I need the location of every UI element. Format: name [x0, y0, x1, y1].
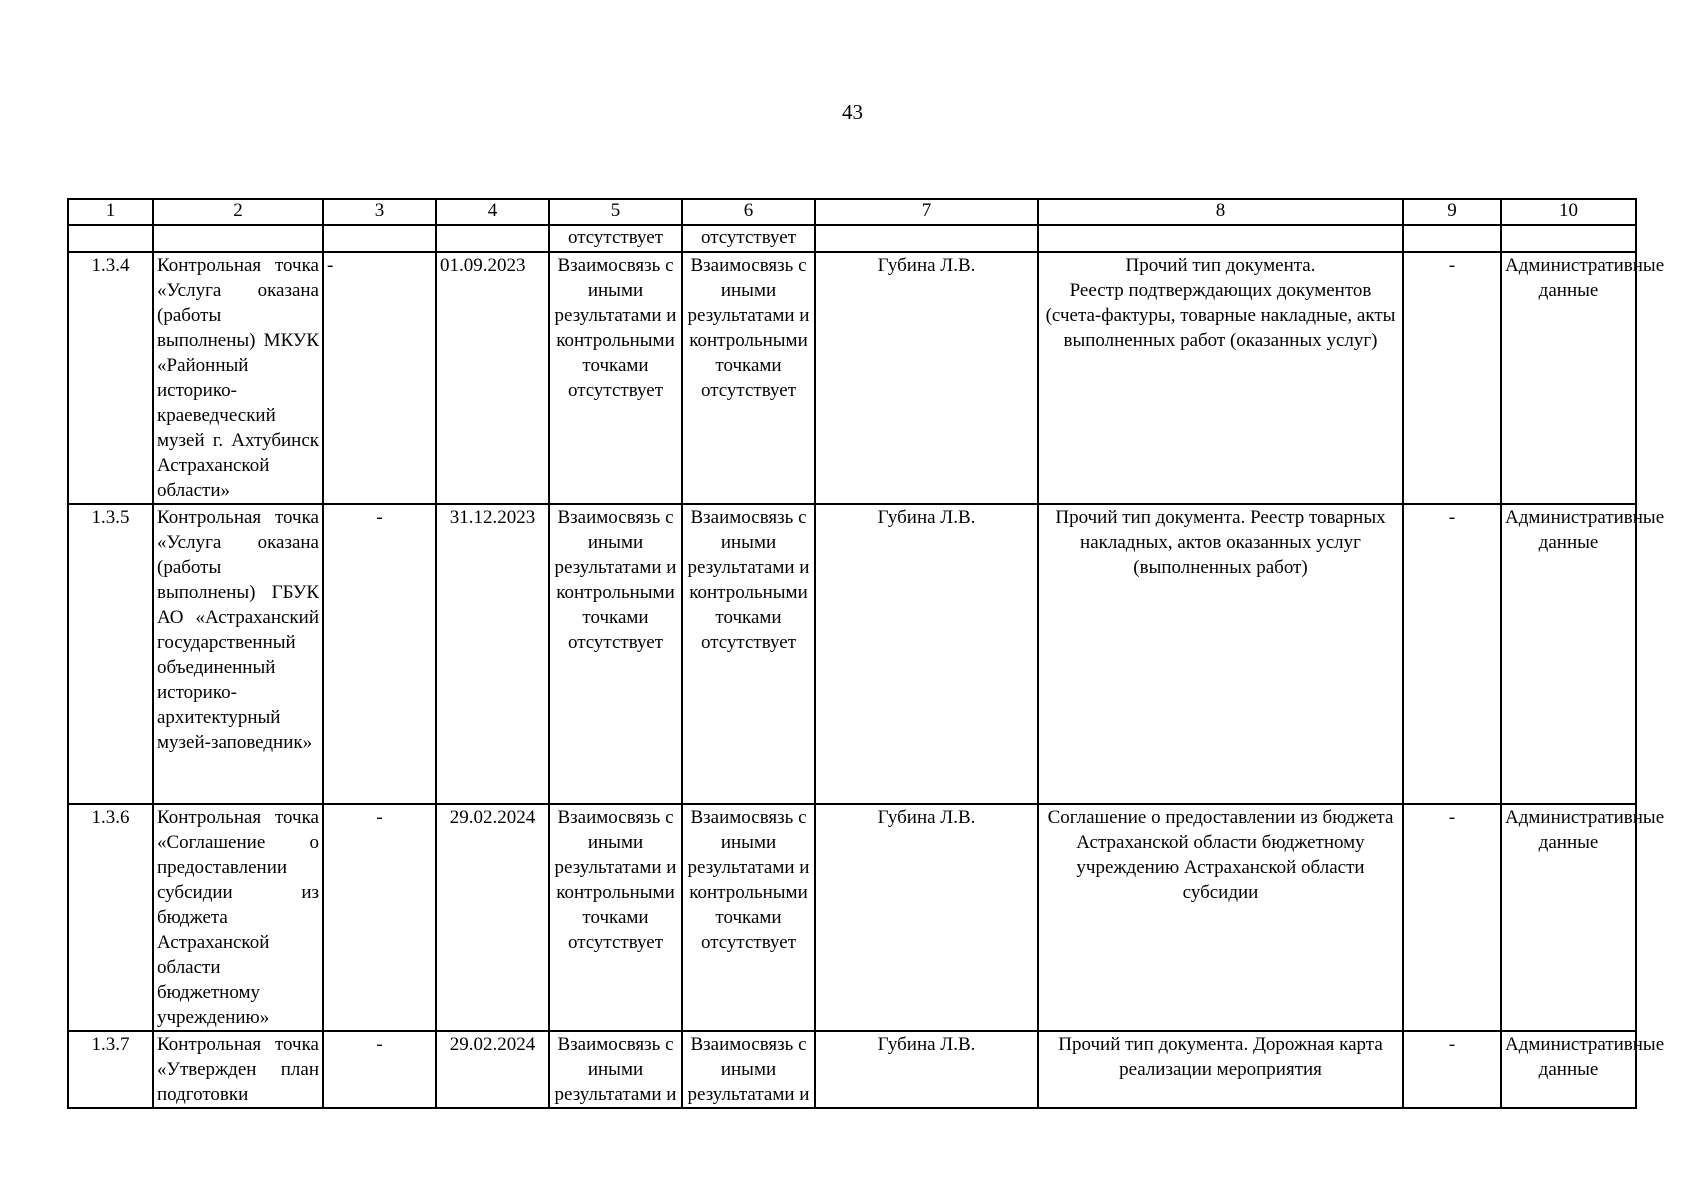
relation-cell: Взаимосвязь с иными результатами и контрольными точками отсутствует [682, 804, 815, 1031]
column-header: 5 [549, 199, 682, 225]
control-point-name: Контрольная точка «Услуга оказана (работы выполнены) МКУК «Районный историко-краеведческий музей г. Ахтубинск Астраханской области» [153, 252, 323, 504]
source-cell: Административные данные [1501, 1031, 1636, 1108]
column-header: 8 [1038, 199, 1403, 225]
table-cell [1501, 225, 1636, 252]
table-row [68, 252, 1636, 504]
table-cell [1038, 225, 1403, 252]
table-cell [815, 225, 1038, 252]
page-number: 43 [842, 100, 863, 124]
table-cell: отсутствует [549, 225, 682, 252]
column-header: 10 [1501, 199, 1636, 225]
table-cell: - [323, 1031, 436, 1108]
table-cell [153, 225, 323, 252]
table-cell: - [1403, 252, 1501, 504]
source-cell: Административные данные [1501, 252, 1636, 504]
document-cell: Соглашение о предоставлении из бюджета Астраханской области бюджетному учреждению Астраханской области субсидии [1038, 804, 1403, 1031]
row-number: 1.3.6 [68, 804, 153, 1031]
column-header: 2 [153, 199, 323, 225]
row-number: 1.3.4 [68, 252, 153, 504]
table-cell [436, 225, 549, 252]
responsible-cell: Губина Л.В. [815, 804, 1038, 1031]
source-cell: Административные данные [1501, 804, 1636, 1031]
column-header: 6 [682, 199, 815, 225]
control-point-name: Контрольная точка «Утвержден план подготовки [153, 1031, 323, 1108]
control-points-table [67, 198, 1665, 1109]
relation-cell: Взаимосвязь с иными результатами и [549, 1031, 682, 1108]
column-header: 1 [68, 199, 153, 225]
column-header: 7 [815, 199, 1038, 225]
column-header: 4 [436, 199, 549, 225]
table-cell [68, 225, 153, 252]
table-cell: отсутствует [682, 225, 815, 252]
table-cell: - [1403, 1031, 1501, 1108]
document-cell: Прочий тип документа. Дорожная карта реализации мероприятия [1038, 1031, 1403, 1108]
column-header: 9 [1403, 199, 1501, 225]
date-cell: 01.09.2023 [436, 252, 549, 504]
table-row [68, 1031, 1636, 1108]
date-cell: 29.02.2024 [436, 804, 549, 1031]
relation-cell: Взаимосвязь с иными результатами и [682, 1031, 815, 1108]
control-point-name: Контрольная точка «Услуга оказана (работы выполнены) ГБУК АО «Астраханский государственный объединенный историко-архитектурный музей-заповедник» [153, 504, 323, 804]
table-cell: - [323, 804, 436, 1031]
carried-over-row [68, 225, 1636, 252]
table-cell: - [323, 504, 436, 804]
control-point-name: Контрольная точка «Соглашение о предоставлении субсидии из бюджета Астраханской области бюджетному учреждению» [153, 804, 323, 1031]
table-cell [323, 225, 436, 252]
row-number: 1.3.5 [68, 504, 153, 804]
relation-cell: Взаимосвязь с иными результатами и контрольными точками отсутствует [549, 804, 682, 1031]
date-cell: 31.12.2023 [436, 504, 549, 804]
table-cell: - [1403, 504, 1501, 804]
relation-cell: Взаимосвязь с иными результатами и контрольными точками отсутствует [549, 252, 682, 504]
source-cell: Административные данные [1501, 504, 1636, 804]
table-cell [1403, 225, 1501, 252]
relation-cell: Взаимосвязь с иными результатами и контрольными точками отсутствует [682, 504, 815, 804]
table-row [68, 804, 1636, 1031]
column-header: 3 [323, 199, 436, 225]
responsible-cell: Губина Л.В. [815, 504, 1038, 804]
date-cell: 29.02.2024 [436, 1031, 549, 1108]
responsible-cell: Губина Л.В. [815, 252, 1038, 504]
row-number: 1.3.7 [68, 1031, 153, 1108]
table-row [68, 504, 1636, 804]
table-cell: - [1403, 804, 1501, 1031]
responsible-cell: Губина Л.В. [815, 1031, 1038, 1108]
document-cell: Прочий тип документа. Реестр товарных накладных, актов оказанных услуг (выполненных работ) [1038, 504, 1403, 804]
table-cell: - [323, 252, 436, 504]
document-cell: Прочий тип документа. Реестр подтверждающих документов (счета-фактуры, товарные накладные, акты выполненных работ (оказанных услуг) [1038, 252, 1403, 504]
relation-cell: Взаимосвязь с иными результатами и контрольными точками отсутствует [549, 504, 682, 804]
relation-cell: Взаимосвязь с иными результатами и контрольными точками отсутствует [682, 252, 815, 504]
column-number-row [68, 199, 1636, 225]
